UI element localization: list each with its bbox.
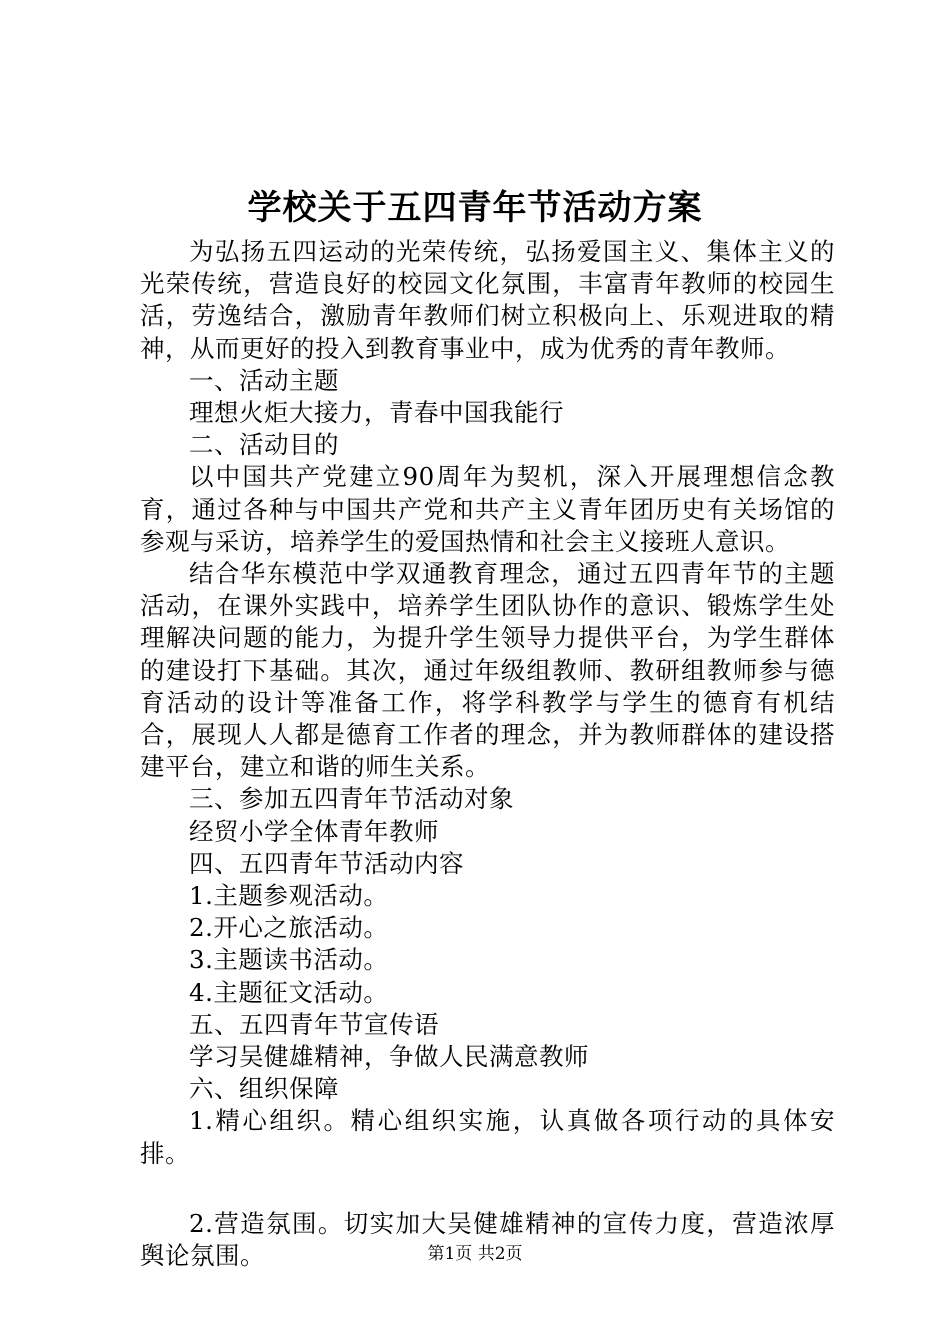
content-item-2: 2.开心之旅活动。 (189, 913, 389, 943)
slogan-text: 学习吴健雄精神，争做人民满意教师 (189, 1042, 589, 1072)
section-heading-slogan: 五、五四青年节宣传语 (189, 1009, 439, 1039)
intro-paragraph: 为弘扬五四运动的光荣传统，弘扬爱国主义、集体主义的光荣传统，营造良好的校园文化氛围，丰富青年教师的校园生活，劳逸结合，激励青年教师们树立积极向上、乐观进取的精神，从而更好的投入到教育事业中，成为优秀的青年教师。 (140, 237, 835, 363)
document-title: 学校关于五四青年节活动方案 (247, 188, 703, 228)
purpose-paragraph-2: 结合华东模范中学双通教育理念，通过五四青年节的主题活动，在课外实践中，培养学生团队协作的意识、锻炼学生处理解决问题的能力，为提升学生领导力提供平台，为学生群体的建设打下基础。其次，通过年级组教师、教研组教师参与德育活动的设计等准备工作，将学科教学与学生的德育有机结合，展现人人都是德育工作者的理念，并为教师群体的建设搭建平台，建立和谐的师生关系。 (140, 559, 835, 782)
section-heading-content: 四、五四青年节活动内容 (189, 848, 464, 878)
content-item-1: 1.主题参观活动。 (189, 881, 389, 911)
content-item-3: 3.主题读书活动。 (189, 945, 389, 975)
participants-text: 经贸小学全体青年教师 (189, 816, 439, 846)
content-item-4: 4.主题征文活动。 (189, 977, 389, 1007)
document-body (140, 236, 835, 1272)
section-heading-participants: 三、参加五四青年节活动对象 (189, 784, 514, 814)
purpose-paragraph-1: 以中国共产党建立90周年为契机，深入开展理想信念教育，通过各种与中国共产党和共产主义青年团历史有关场馆的参观与采访，培养学生的爱国热情和社会主义接班人意识。 (140, 462, 835, 556)
theme-text: 理想火炬大接力，青春中国我能行 (189, 398, 564, 428)
section-heading-purpose: 二、活动目的 (189, 430, 339, 460)
section-heading-theme: 一、活动主题 (189, 365, 339, 395)
page-footer: 第1页 共2页 (427, 1244, 523, 1264)
organization-item-1: 1.精心组织。精心组织实施，认真做各项行动的具体安排。 (140, 1106, 835, 1168)
section-heading-organization: 六、组织保障 (189, 1074, 339, 1104)
paragraph-spacer (140, 1170, 835, 1208)
organization-item-2: 2.营造氛围。切实加大吴健雄精神的宣传力度，营造浓厚舆论氛围。 (140, 1208, 835, 1271)
